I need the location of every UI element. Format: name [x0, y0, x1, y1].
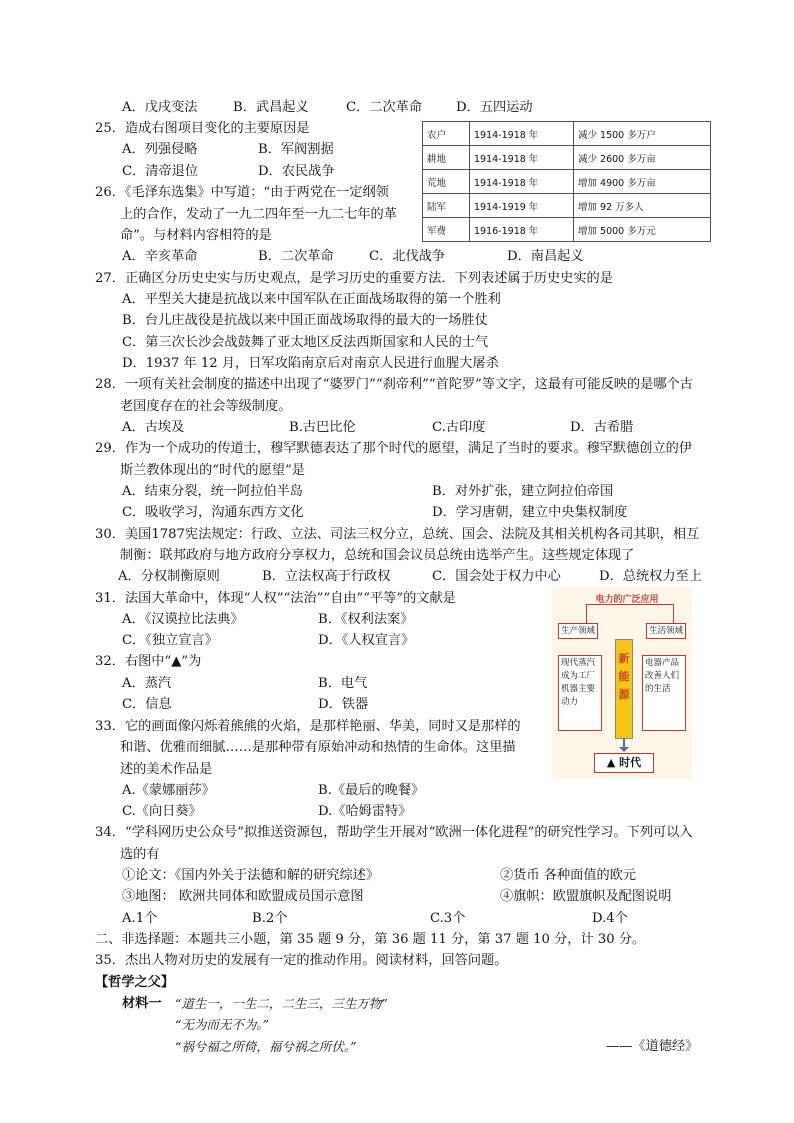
q30-option-b: B．立法权高于行政权 — [262, 569, 391, 584]
table-row — [423, 218, 711, 242]
table-cell: 陆军 — [423, 194, 470, 218]
q24-option-c: C．二次革命 — [346, 100, 423, 115]
q34-item-1: ①论文：《国内外关于法德和解的研究综述》 — [122, 868, 380, 883]
q28-line-2: 老国度存在的社会等级制度。 — [120, 399, 292, 414]
diagram-bracket — [586, 604, 674, 623]
q26-option-c: C．北伐战争 — [369, 249, 446, 264]
table-cell: 减少 2600 多万亩 — [574, 146, 711, 170]
q34-option-a: A.1个 — [122, 911, 158, 926]
q35-stem: 35．杰出人物对历史的发展有一定的推动作用。阅读材料，回答问题。 — [95, 953, 508, 968]
material-1-quote: “无为而无不为。” — [175, 1017, 270, 1032]
q32-option-b: B．电气 — [318, 676, 368, 691]
q33-option-b: B.《最后的晚餐》 — [318, 783, 425, 798]
q33-option-d: D.《哈姆雷特》 — [318, 804, 412, 819]
q26-line-1: 26．《毛泽东选集》中写道：“由于两党在一定纲领 — [95, 185, 389, 200]
q34-item-2: ②货币 各种面值的欧元 — [500, 868, 637, 883]
table-cell: 减少 1500 多万户 — [574, 122, 711, 146]
table-cell: 1914-1919 年 — [470, 194, 574, 218]
q29-option-a: A．结束分裂，统一阿拉伯半岛 — [122, 484, 303, 499]
q30-line-1: 30．美国1787宪法规定：行政、立法、司法三权分立，总统、国会、法院及其相关机构各司其职，相互 — [95, 527, 700, 542]
q25-data-table — [422, 121, 711, 242]
q26-line-2: 上的合作，发动了一九二四年至一九二七年的革 — [120, 207, 397, 222]
q34-line-1: 34．“学科网历史公众号”拟推送资源包，帮助学生开展对“欧洲一体化进程”的研究性学习。下列可以入 — [95, 825, 693, 840]
table-cell: 1914-1918 年 — [470, 170, 574, 194]
q28-option-a: A．古埃及 — [122, 420, 185, 435]
q30-option-a: A．分权制衡原则 — [118, 569, 220, 584]
q29-option-c: C．吸收学习，沟通东西方文化 — [122, 505, 304, 520]
table-cell: 1914-1918 年 — [470, 122, 574, 146]
material-1-quote: “祸兮福之所倚，福兮祸之所伏。” — [175, 1039, 357, 1054]
diagram-right-line: 改善人们 — [645, 671, 680, 681]
table-cell: 农户 — [423, 122, 470, 146]
q26-option-b: B．二次革命 — [258, 249, 334, 264]
diagram-right-line: 电器产品 — [645, 658, 680, 668]
table-cell: 荒地 — [423, 170, 470, 194]
q31-option-d: D．《人权宣言》 — [318, 633, 415, 648]
q33-option-c: C.《向日葵》 — [122, 804, 202, 819]
q28-option-b: B.古巴比伦 — [289, 420, 356, 435]
diagram-right-text — [642, 655, 686, 731]
q31-option-a: A．《汉谟拉比法典》 — [122, 612, 244, 627]
q34-option-d: D.4个 — [592, 911, 628, 926]
q27-option-b: B．台儿庄战役是抗战以来中国正面战场取得的最大的一场胜仗 — [122, 313, 488, 328]
philosophy-heading: 【哲学之父】 — [95, 975, 175, 990]
q34-option-c: C.3个 — [430, 911, 466, 926]
q30-option-c: C．国会处于权力中心 — [432, 569, 561, 584]
q25-option-a: A．列强侵略 — [122, 142, 198, 157]
q24-option-b: B．武昌起义 — [233, 100, 309, 115]
table-cell: 增加 5000 多万元 — [574, 218, 711, 242]
table-cell: 1916-1918 年 — [470, 218, 574, 242]
table-row — [423, 194, 711, 218]
q33-option-a: A.《蒙娜丽莎》 — [122, 783, 215, 798]
diagram-title: 电力的广泛应用 — [595, 595, 659, 605]
q29-line-1: 29．作为一个成功的传道士，穆罕默德表达了那个时代的愿望，满足了当时的要求。穆罕默德创立的伊 — [95, 441, 693, 456]
q25-option-d: D．农民战争 — [258, 164, 335, 179]
q29-option-b: B．对外扩张，建立阿拉伯帝国 — [432, 484, 614, 499]
q32-option-a: A．蒸汽 — [122, 676, 172, 691]
q28-option-d: D．古希腊 — [570, 420, 634, 435]
diagram-arrow-head — [619, 747, 629, 752]
q26-line-3: 命”。与材料内容相符的是 — [120, 228, 272, 243]
q25-option-c: C．清帝退位 — [122, 164, 199, 179]
q24-option-a: A．戊戌变法 — [122, 100, 198, 115]
diagram-center-char: 新 — [618, 652, 630, 665]
q24-option-d: D．五四运动 — [456, 100, 533, 115]
q31-option-c: C．《独立宣言》 — [122, 633, 218, 648]
q26-option-d: D．南昌起义 — [507, 249, 584, 264]
q33-line-1: 33．它的画面像闪烁着熊熊的火焰，是那样艳丽、华美，同时又是那样的 — [95, 719, 521, 734]
table-cell: 军费 — [423, 218, 470, 242]
q25-stem: 25．造成右图项目变化的主要原因是 — [95, 121, 310, 136]
table-cell: 1914-1918 年 — [470, 146, 574, 170]
diagram-left-label: 生产领域 — [558, 623, 598, 639]
diagram-right-label: 生活领域 — [646, 623, 686, 639]
q33-line-2: 和谐、优雅而细腻……是那种带有原始冲动和热情的生命体。这里描 — [120, 740, 516, 755]
table-row — [423, 146, 711, 170]
diagram-left-line: 现代蒸汽 — [561, 658, 596, 668]
table-row — [423, 170, 711, 194]
diagram-left-line: 机器主要 — [561, 684, 596, 694]
q32-stem: 32．右图中“▲”为 — [95, 654, 202, 669]
q29-option-d: D．学习唐朝，建立中央集权制度 — [432, 505, 628, 520]
q32-option-d: D．铁器 — [318, 697, 369, 712]
table-row — [423, 122, 711, 146]
q27-option-a: A．平型关大捷是抗战以来中国军队在正面战场取得的第一个胜利 — [122, 292, 501, 307]
electricity-diagram — [552, 587, 692, 779]
diagram-center-box — [615, 639, 633, 739]
table-cell: 耕地 — [423, 146, 470, 170]
diagram-left-line: 动力 — [561, 697, 579, 707]
q34-option-b: B.2个 — [252, 911, 288, 926]
q34-item-4: ④旗帜：欧盟旗帜及配图说明 — [500, 889, 672, 904]
q34-item-3: ③地图： 欧洲共同体和欧盟成员国示意图 — [122, 889, 364, 904]
q28-line-1: 28．一项有关社会制度的描述中出现了“婆罗门”“刹帝利”“首陀罗”等文字，这最有可能反映的是哪个古 — [95, 377, 693, 392]
q33-line-3: 述的美术作品是 — [120, 762, 213, 777]
q27-option-d: D．1937 年 12 月，日军攻陷南京后对南京人民进行血腥大屠杀 — [122, 356, 499, 371]
q30-line-2: 制衡：联邦政府与地方政府分享权力，总统和国会议员总统由选举产生。这些规定体现了 — [120, 548, 635, 563]
q30-option-d: D．总统权力至上 — [599, 569, 702, 584]
section-heading: 二、非选择题：本题共三小题，第 35 题 9 分，第 36 题 11 分，第 37 题 10 分，计 30 分。 — [95, 932, 646, 947]
q34-line-2: 选的有 — [120, 847, 160, 862]
q29-line-2: 斯兰教体现出的“时代的愿望”是 — [120, 463, 305, 478]
diagram-bottom-box: ▲ 时代 — [594, 753, 654, 773]
q31-option-b: B．《权利法案》 — [318, 612, 414, 627]
q32-option-c: C．信息 — [122, 697, 172, 712]
table-cell: 增加 92 万多人 — [574, 194, 711, 218]
material-1-source: ——《道德经》 — [606, 1039, 699, 1054]
q28-option-c: C.古印度 — [432, 420, 486, 435]
diagram-center-char: 源 — [618, 688, 630, 701]
diagram-center-char: 能 — [618, 670, 630, 683]
q27-option-c: C．第三次长沙会战鼓舞了亚太地区反法西斯国家和人民的士气 — [122, 335, 489, 350]
diagram-left-line: 成为工厂 — [561, 671, 596, 681]
material-1-label: 材料一 — [122, 996, 162, 1011]
material-1-quote: “道生一，一生二，二生三，三生万物” — [175, 996, 388, 1011]
table-cell: 增加 4900 多万亩 — [574, 170, 711, 194]
q27-stem: 27．正确区分历史史实与历史观点，是学习历史的重要方法．下列表述属于历史史实的是 — [95, 271, 613, 286]
q31-stem: 31．法国大革命中，体现“人权”“法治”“自由”“平等”的文献是 — [95, 591, 456, 606]
diagram-right-line: 的生活 — [645, 684, 671, 694]
q25-option-b: B．军阀割据 — [258, 142, 334, 157]
q26-option-a: A．辛亥革命 — [122, 249, 198, 264]
diagram-left-text — [558, 655, 602, 731]
